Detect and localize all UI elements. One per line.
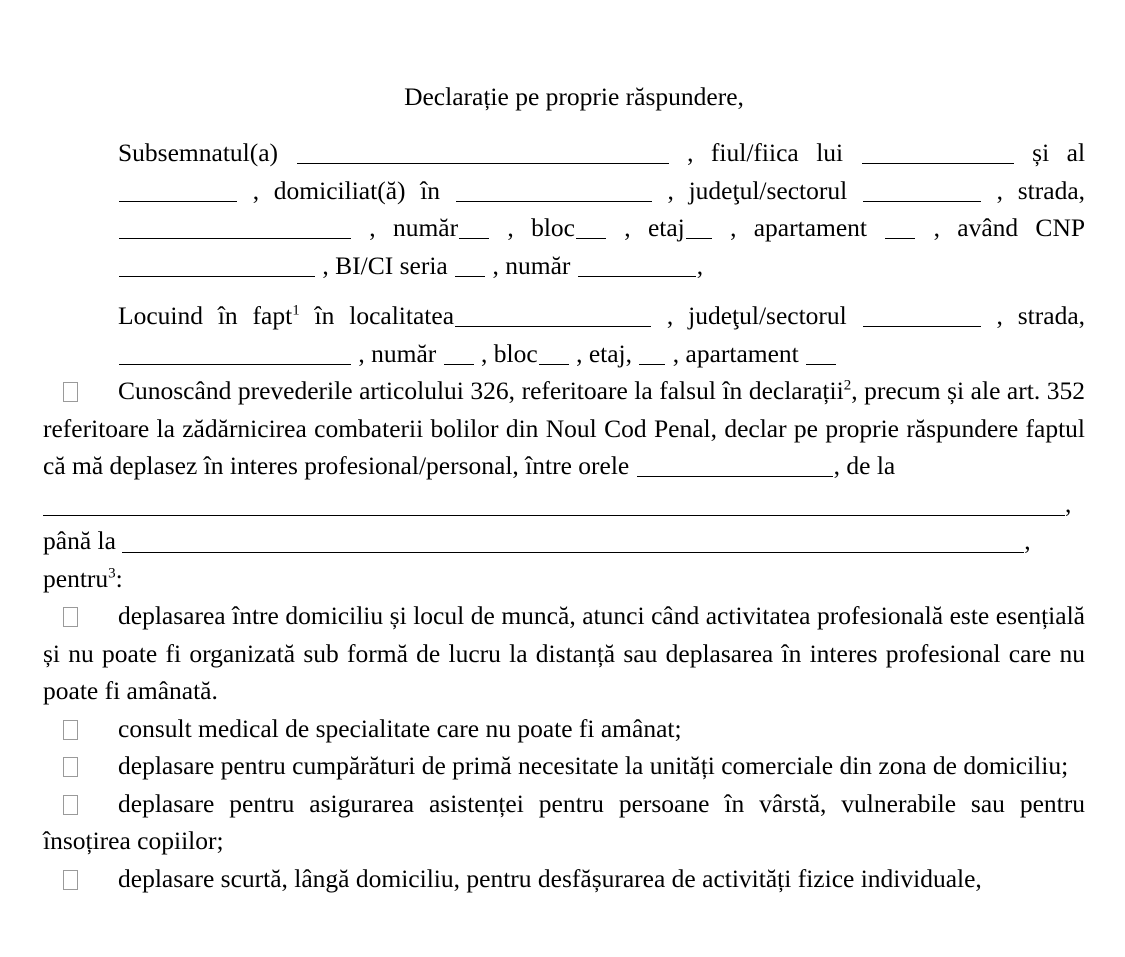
label-bloc-2: , bloc [481,338,538,368]
reason-item [43,597,1105,710]
field-etaj[interactable] [686,221,712,239]
empty-checkbox-icon[interactable] [63,795,78,815]
declaration-paragraph [43,372,1105,485]
field-bloc[interactable] [576,221,606,239]
label-in-localitatea: în localitatea [299,301,455,330]
reason-checkbox-wrap-1[interactable] [43,710,118,748]
footnote-marker-3: 3 [108,565,116,581]
empty-checkbox-icon[interactable] [63,382,78,402]
field-strada[interactable] [119,221,351,239]
label-judetul-sectorul-2: , judeţul/sectorul [666,301,847,330]
reason-item [43,860,1105,898]
footnote-marker-2: 2 [843,377,852,394]
field-adresa-final[interactable] [122,533,1024,553]
label-locuind: Locuind în fapt [118,301,293,330]
label-si-al: și al [1032,138,1086,167]
empty-checkbox-icon[interactable] [63,720,78,740]
label-fiul-fiica: , fiul/fiica lui [687,138,844,167]
field-apartament[interactable] [885,221,915,239]
label-comma-end: , [696,250,704,280]
empty-checkbox-icon[interactable] [63,607,78,627]
field-bici-numar[interactable] [578,259,696,277]
label-etaj: , etaj [624,213,685,242]
reason-checkbox-wrap-2[interactable] [43,747,118,785]
declaration-text-part2: , precum și ale art. 352 referitoare la zădărnicirea combaterii bolilor din Noul Cod Penal, declar pe proprie răspundere faptul că mă deplasez în interes profesional/personal, între orele [43,376,1085,480]
declaration-checkbox-wrap[interactable] [43,372,118,410]
reason-item [43,710,1105,748]
label-avand-cnp: , având CNP [933,213,1086,242]
identity-block [43,134,1105,284]
label-bloc: , bloc [507,213,575,242]
label-apartament-2: , apartament [672,338,799,368]
field-judet[interactable] [863,184,981,202]
field-parinte[interactable] [862,146,1014,164]
reason-text-3: deplasare pentru asigurarea asistenței pentru persoane în vârstă, vulnerabile sau pentru însoțirea copiilor; [43,788,1085,855]
field-localitate-fapt[interactable] [455,309,651,327]
reason-checkbox-wrap-3[interactable] [43,785,118,823]
reason-text-1: consult medical de specialitate care nu poate fi amânat; [118,713,682,743]
field-parinte-2[interactable] [119,184,237,202]
group-etaj [624,213,712,242]
reason-item [43,747,1105,785]
field-apartament-fapt[interactable] [806,347,836,365]
field-ora-start[interactable] [637,459,833,477]
field-judet-fapt[interactable] [863,309,981,327]
field-nume[interactable] [297,146,669,164]
declaration-pentru-line [43,560,1105,598]
label-numar-2: , număr [358,338,437,368]
label-bici-numar: , număr [492,250,571,280]
label-pentru: pentru [43,563,109,593]
comma-after-rule-1: , [1065,488,1072,518]
reason-checkbox-wrap-0[interactable] [43,597,118,635]
label-strada-2: , strada, [996,301,1086,330]
field-bici-seria[interactable] [455,259,485,277]
field-strada-fapt[interactable] [119,347,351,365]
label-domiciliat: , domiciliat(ă) în [252,175,441,205]
group-bloc-2 [481,339,570,368]
field-cnp[interactable] [119,259,315,277]
reason-text-4: deplasare scurtă, lângă domiciliu, pentru desfășurarea de activități fizice individuale, [118,863,982,893]
label-apartament: , apartament [730,213,867,242]
residence-block [43,297,1105,372]
reason-text-0: deplasarea între domiciliu și locul de muncă, atunci când activitatea profesională este esențială și nu poate fi organizată sub formă de lucru la distanță sau deplasarea în interes profesional care nu poate fi amânată. [43,601,1085,705]
reason-text-2: deplasare pentru cumpărături de primă necesitate la unități comerciale din zona de domiciliu; [118,751,1069,780]
declaration-text-part1: Cunoscând prevederile articolului 326, referitoare la falsul în declarații [118,376,844,405]
page-title: Declarație pe proprie răspundere, [404,82,744,111]
colon-after-pentru: : [115,563,123,593]
identity-line-1 [43,134,1085,172]
label-strada: , strada, [996,175,1086,205]
declaration-rule-line-2 [43,522,1105,560]
group-numar [369,213,490,242]
label-subsemnatul: Subsemnatul(a) [118,138,279,167]
empty-checkbox-icon[interactable] [63,870,78,890]
empty-checkbox-icon[interactable] [63,757,78,777]
comma-after-rule-2: , [1024,526,1031,555]
label-bici-seria: , BI/CI seria [322,250,448,280]
label-pana-la: până la [43,526,116,555]
declaration-de-la: , de la [833,451,896,480]
label-locuind-group [118,301,652,330]
residence-line-1 [43,297,1085,335]
group-bloc [507,213,607,242]
field-numar[interactable] [459,221,489,239]
field-bloc-fapt[interactable] [539,347,569,365]
field-etaj-fapt[interactable] [639,347,665,365]
residence-line-2 [43,335,1085,373]
reason-checkbox-wrap-4[interactable] [43,860,118,898]
identity-line-3 [43,209,1085,247]
label-judetul-sectorul: , judeţul/sectorul [667,175,848,205]
field-localitate[interactable] [456,184,652,202]
field-numar-fapt[interactable] [444,347,474,365]
declaration-rule-line-1 [43,485,1105,523]
footnote-marker-1: 1 [292,302,300,319]
label-numar: , număr [369,213,459,242]
label-etaj-2: , etaj, [576,338,632,368]
identity-line-2 [43,172,1085,210]
reason-item [43,785,1105,860]
field-adresa-start[interactable] [43,496,1065,516]
identity-line-4 [43,247,1085,285]
